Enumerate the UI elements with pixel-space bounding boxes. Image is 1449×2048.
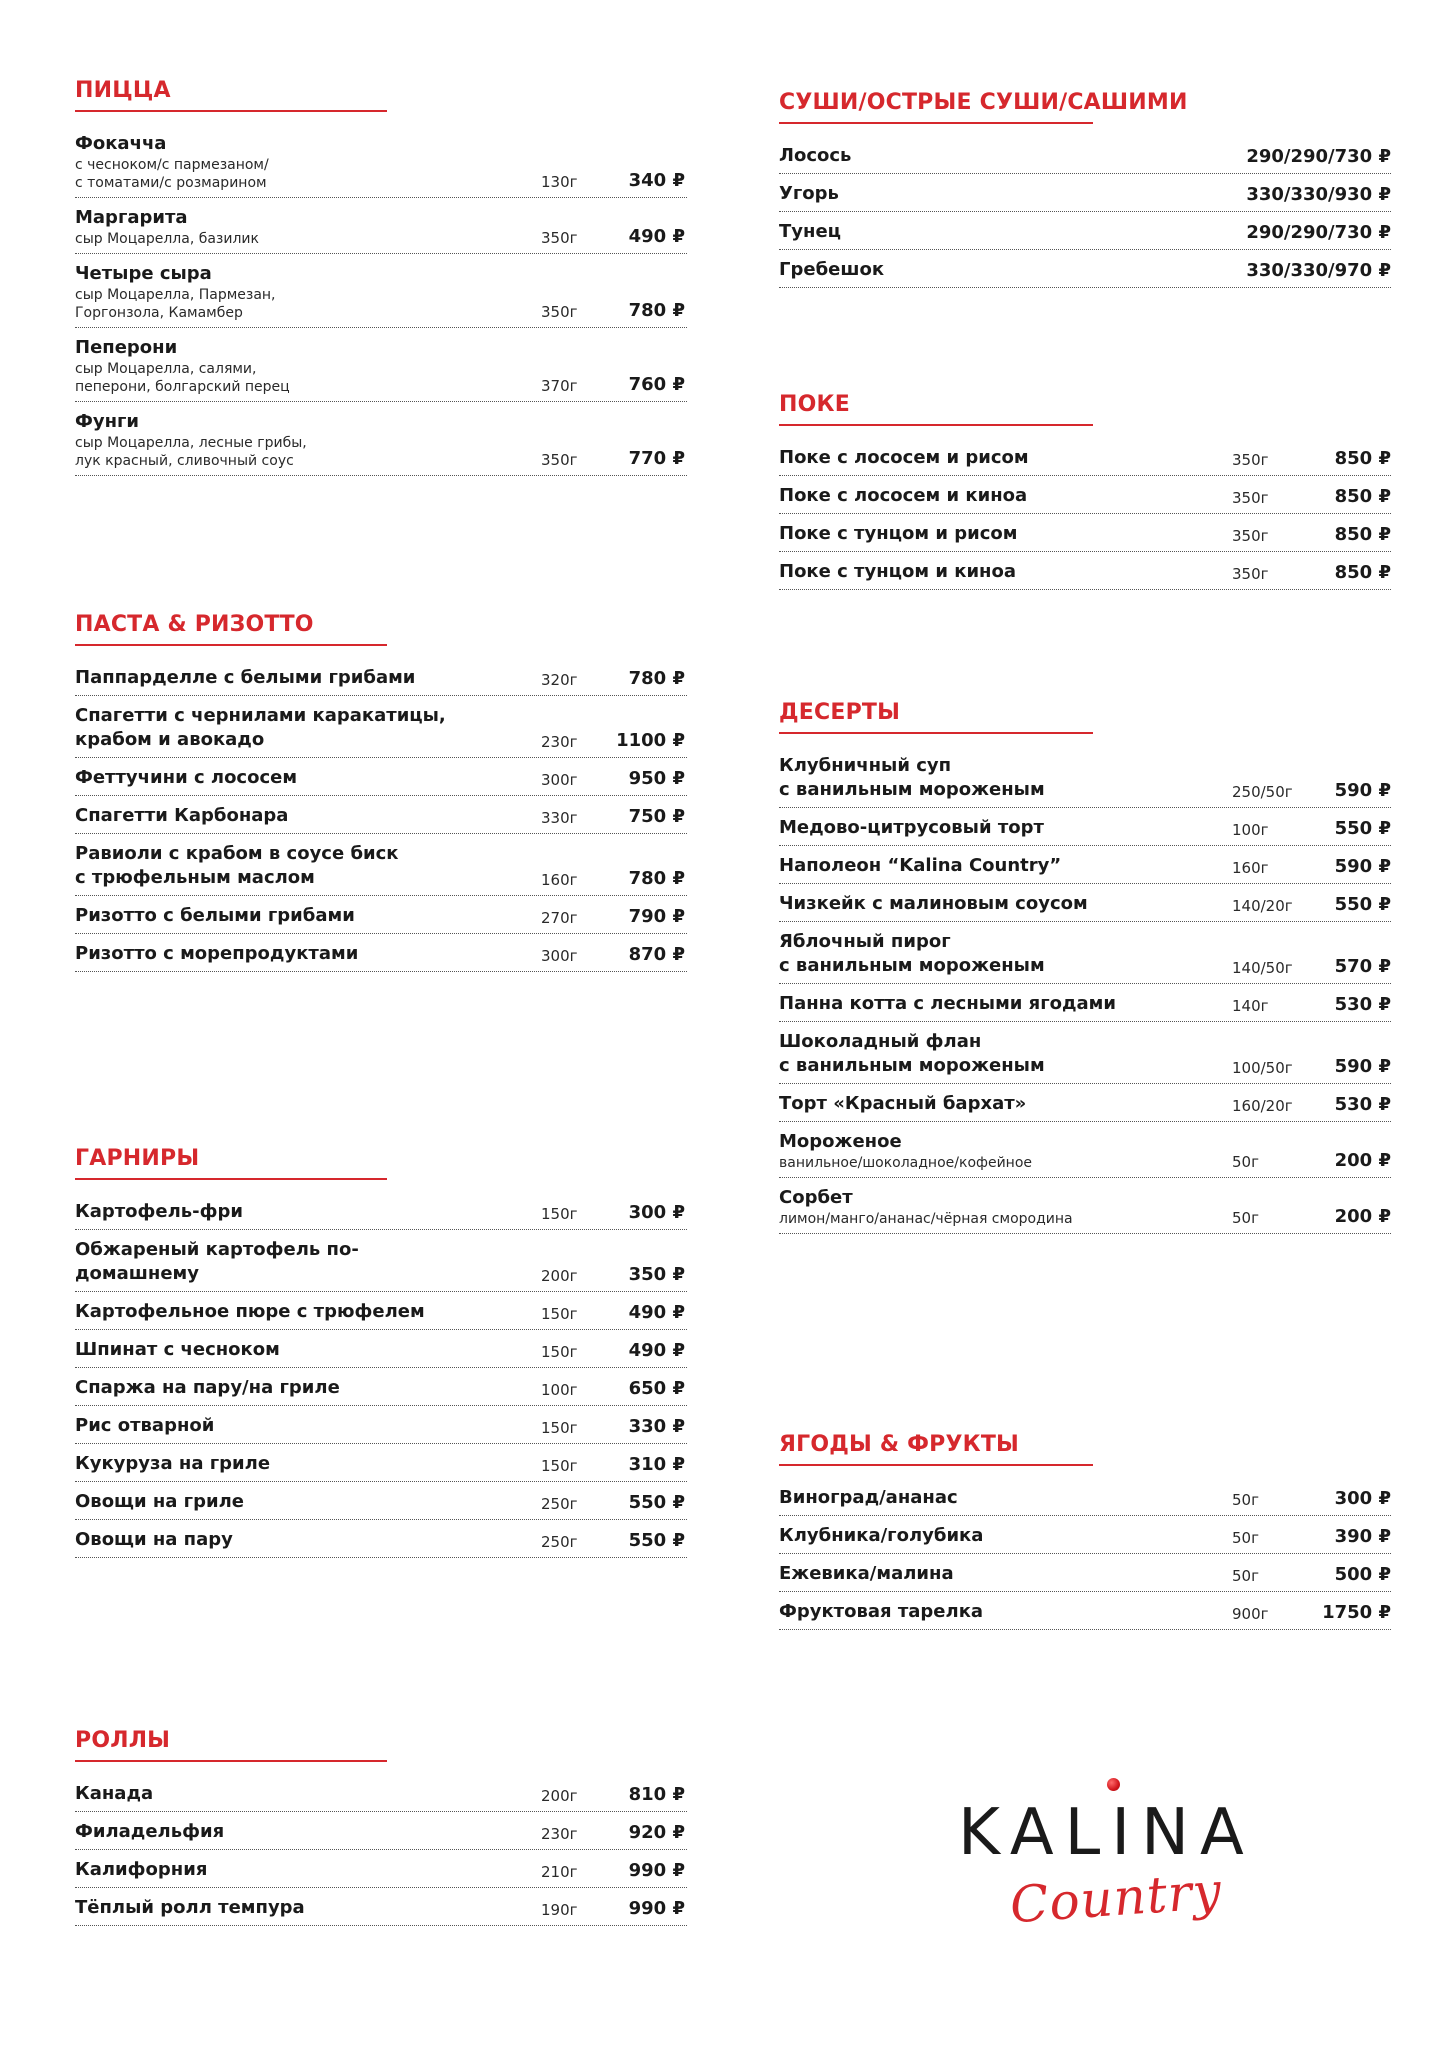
section-title: ЯГОДЫ & ФРУКТЫ xyxy=(779,1432,1020,1457)
menu-item-name: Картофель-фри xyxy=(75,1201,244,1222)
menu-item xyxy=(75,834,687,896)
section-title-underline xyxy=(75,1760,387,1762)
menu-item xyxy=(779,250,1391,288)
menu-item-weight: 50г xyxy=(1232,1153,1259,1171)
menu-item xyxy=(75,934,687,972)
menu-item-description: сыр Моцарелла, лесные грибы, лук красный, сливочный соус xyxy=(75,435,307,469)
menu-item-name: Сорбет xyxy=(779,1187,853,1208)
menu-item xyxy=(779,1084,1391,1122)
menu-item-description: ванильное/шоколадное/кофейное xyxy=(779,1155,1033,1171)
menu-item xyxy=(75,758,687,796)
menu-item xyxy=(75,402,687,476)
menu-item-price: 490 ₽ xyxy=(628,1302,685,1323)
menu-item-name: Пеперони xyxy=(75,337,178,358)
menu-item-weight: 320г xyxy=(541,671,578,689)
menu-item xyxy=(75,1520,687,1558)
menu-item xyxy=(75,198,687,254)
section-garnish xyxy=(75,1146,687,1558)
menu-item-price: 500 ₽ xyxy=(1334,1564,1391,1585)
menu-item xyxy=(779,984,1391,1022)
menu-item-price: 780 ₽ xyxy=(628,668,685,689)
menu-item xyxy=(779,1592,1391,1630)
menu-item-price: 810 ₽ xyxy=(628,1784,685,1805)
menu-item-weight: 100г xyxy=(1232,821,1269,839)
menu-item-name: Калифорния xyxy=(75,1859,208,1880)
menu-item-description: сыр Моцарелла, Пармезан, Горгонзола, Камамбер xyxy=(75,287,276,321)
menu-item-price: 850 ₽ xyxy=(1334,486,1391,507)
menu-item-price: 290/290/730 ₽ xyxy=(1246,146,1391,167)
menu-item-price: 550 ₽ xyxy=(1334,818,1391,839)
menu-item-price: 1750 ₽ xyxy=(1322,1602,1391,1623)
menu-item-name: Шпинат с чесноком xyxy=(75,1339,280,1360)
menu-item-weight: 130г xyxy=(541,173,578,191)
menu-item-price: 490 ₽ xyxy=(628,226,685,247)
menu-item xyxy=(779,808,1391,846)
menu-item-description: с чесноком/с пармезаном/ с томатами/с розмарином xyxy=(75,157,269,191)
menu-item-name: Поке с лососем и киноа xyxy=(779,485,1028,506)
menu-item-weight: 150г xyxy=(541,1305,578,1323)
menu-item xyxy=(75,1482,687,1520)
menu-item-weight: 50г xyxy=(1232,1529,1259,1547)
section-title-underline xyxy=(779,1464,1093,1466)
menu-item-weight: 370г xyxy=(541,377,578,395)
menu-item-list xyxy=(779,438,1391,590)
menu-item xyxy=(75,1230,687,1292)
section-sushi xyxy=(779,90,1391,288)
menu-item-name: Спагетти Карбонара xyxy=(75,805,289,826)
menu-item-weight: 140/20г xyxy=(1232,897,1293,915)
menu-item-name: Картофельное пюре с трюфелем xyxy=(75,1301,425,1322)
menu-item xyxy=(779,438,1391,476)
section-title-underline xyxy=(75,1178,387,1180)
menu-item-list xyxy=(779,746,1391,1234)
menu-item xyxy=(779,136,1391,174)
menu-item-price: 990 ₽ xyxy=(628,1860,685,1881)
menu-item-price: 550 ₽ xyxy=(1334,894,1391,915)
menu-item-name: Феттучини с лососем xyxy=(75,767,298,788)
section-title: СУШИ/ОСТРЫЕ СУШИ/САШИМИ xyxy=(779,90,1188,115)
menu-item xyxy=(75,124,687,198)
menu-item-name: Угорь xyxy=(779,183,839,204)
menu-item-price: 200 ₽ xyxy=(1334,1206,1391,1227)
menu-item xyxy=(75,1292,687,1330)
section-title: ПИЦЦА xyxy=(75,78,171,103)
menu-item-list xyxy=(75,124,687,476)
menu-item-price: 1100 ₽ xyxy=(616,730,685,751)
menu-item-price: 850 ₽ xyxy=(1334,562,1391,583)
section-title: ДЕСЕРТЫ xyxy=(779,700,901,725)
menu-item-name: Виноград/ананас xyxy=(779,1487,958,1508)
menu-item xyxy=(779,1478,1391,1516)
menu-item-name: Равиоли с крабом в соусе биск с трюфельным маслом xyxy=(75,843,399,888)
menu-item-weight: 50г xyxy=(1232,1567,1259,1585)
section-pasta-risotto xyxy=(75,612,687,972)
menu-item xyxy=(75,896,687,934)
menu-item-name: Обжареный картофель по-домашнему xyxy=(75,1239,359,1284)
menu-item-price: 570 ₽ xyxy=(1334,956,1391,977)
menu-item-name: Фокачча xyxy=(75,133,167,154)
menu-item-price: 490 ₽ xyxy=(628,1340,685,1361)
menu-item-name: Кукуруза на гриле xyxy=(75,1453,271,1474)
menu-item-weight: 350г xyxy=(1232,451,1269,469)
logo-script: Country xyxy=(1008,1861,1224,1935)
menu-item-name: Гребешок xyxy=(779,259,885,280)
section-title: ГАРНИРЫ xyxy=(75,1146,200,1171)
menu-item xyxy=(75,1444,687,1482)
section-rolls xyxy=(75,1728,687,1926)
menu-item xyxy=(779,1122,1391,1178)
menu-item xyxy=(75,1368,687,1406)
menu-item-weight: 350г xyxy=(1232,527,1269,545)
menu-item-weight: 140г xyxy=(1232,997,1269,1015)
menu-item-price: 780 ₽ xyxy=(628,868,685,889)
menu-item-description: сыр Моцарелла, салями, пеперони, болгарский перец xyxy=(75,361,290,395)
menu-item-name: Лосось xyxy=(779,145,852,166)
logo-red-dot xyxy=(1107,1778,1120,1791)
menu-item-weight: 200г xyxy=(541,1267,578,1285)
menu-item-price: 850 ₽ xyxy=(1334,524,1391,545)
menu-item xyxy=(75,1406,687,1444)
menu-item-list xyxy=(75,1774,687,1926)
menu-item xyxy=(779,1516,1391,1554)
menu-item xyxy=(75,1812,687,1850)
menu-item-price: 590 ₽ xyxy=(1334,856,1391,877)
menu-item-name: Спаржа на пару/на гриле xyxy=(75,1377,340,1398)
logo-wordmark: KALINA xyxy=(958,1796,1255,1870)
menu-item xyxy=(75,1192,687,1230)
menu-item-name: Паппарделле с белыми грибами xyxy=(75,667,416,688)
menu-item xyxy=(75,254,687,328)
menu-item-price: 300 ₽ xyxy=(628,1202,685,1223)
menu-item-price: 340 ₽ xyxy=(628,170,685,191)
menu-item-name: Клубника/голубика xyxy=(779,1525,984,1546)
menu-item-name: Шоколадный флан с ванильным мороженым xyxy=(779,1031,1045,1076)
menu-item-name: Наполеон “Kalina Country” xyxy=(779,855,1062,876)
menu-item-price: 530 ₽ xyxy=(1334,994,1391,1015)
section-berries-fruits xyxy=(779,1432,1391,1630)
menu-item xyxy=(75,1330,687,1368)
menu-item xyxy=(779,746,1391,808)
menu-item xyxy=(779,476,1391,514)
menu-item xyxy=(779,922,1391,984)
menu-item-weight: 50г xyxy=(1232,1209,1259,1227)
menu-item-weight: 210г xyxy=(541,1863,578,1881)
menu-item-weight: 350г xyxy=(541,451,578,469)
menu-item-price: 850 ₽ xyxy=(1334,448,1391,469)
menu-item-price: 350 ₽ xyxy=(628,1264,685,1285)
menu-item xyxy=(779,174,1391,212)
menu-item xyxy=(75,1774,687,1812)
menu-item xyxy=(75,1888,687,1926)
menu-item-price: 590 ₽ xyxy=(1334,1056,1391,1077)
menu-item-name: Четыре сыра xyxy=(75,263,212,284)
menu-item-name: Маргарита xyxy=(75,207,188,228)
section-title-underline xyxy=(75,110,387,112)
menu-item-name: Рис отварной xyxy=(75,1415,215,1436)
menu-item-name: Ризотто с морепродуктами xyxy=(75,943,359,964)
menu-item-name: Чизкейк с малиновым соусом xyxy=(779,893,1088,914)
section-poke xyxy=(779,392,1391,590)
menu-item-weight: 100г xyxy=(541,1381,578,1399)
menu-item-price: 760 ₽ xyxy=(628,374,685,395)
menu-item-weight: 160г xyxy=(541,871,578,889)
menu-item-name: Поке с тунцом и киноа xyxy=(779,561,1017,582)
menu-item-price: 330 ₽ xyxy=(628,1416,685,1437)
menu-item xyxy=(75,658,687,696)
menu-item-name: Мороженое xyxy=(779,1131,902,1152)
section-title-underline xyxy=(779,732,1093,734)
section-pizza xyxy=(75,78,687,476)
menu-item-price: 950 ₽ xyxy=(628,768,685,789)
menu-item-price: 650 ₽ xyxy=(628,1378,685,1399)
menu-item-name: Спагетти с чернилами каракатицы, крабом и авокадо xyxy=(75,705,446,750)
menu-item-weight: 190г xyxy=(541,1901,578,1919)
menu-item-weight: 100/50г xyxy=(1232,1059,1293,1077)
menu-item-name: Филадельфия xyxy=(75,1821,225,1842)
menu-item-name: Ежевика/малина xyxy=(779,1563,954,1584)
menu-item-weight: 350г xyxy=(541,303,578,321)
menu-item-list xyxy=(779,136,1391,288)
section-title: ПАСТА & РИЗОТТО xyxy=(75,612,314,637)
menu-item-name: Медово-цитрусовый торт xyxy=(779,817,1044,838)
menu-item-weight: 160/20г xyxy=(1232,1097,1293,1115)
section-desserts xyxy=(779,700,1391,1234)
menu-item-weight: 150г xyxy=(541,1205,578,1223)
menu-item-weight: 300г xyxy=(541,947,578,965)
menu-item-name: Торт «Красный бархат» xyxy=(779,1093,1027,1114)
menu-item-price: 300 ₽ xyxy=(1334,1488,1391,1509)
menu-item-weight: 150г xyxy=(541,1457,578,1475)
menu-item xyxy=(779,514,1391,552)
menu-item-description: лимон/манго/ананас/чёрная смородина xyxy=(779,1211,1073,1227)
menu-item xyxy=(779,884,1391,922)
menu-item-weight: 350г xyxy=(1232,565,1269,583)
menu-item-name: Тунец xyxy=(779,221,841,242)
kalina-country-logo xyxy=(958,1778,1255,1938)
menu-item xyxy=(75,1850,687,1888)
section-title: РОЛЛЫ xyxy=(75,1728,171,1753)
menu-item-price: 330/330/970 ₽ xyxy=(1246,260,1391,281)
menu-item xyxy=(779,1178,1391,1234)
menu-item-weight: 350г xyxy=(541,229,578,247)
menu-item-price: 310 ₽ xyxy=(628,1454,685,1475)
menu-item-list xyxy=(779,1478,1391,1630)
menu-item-weight: 900г xyxy=(1232,1605,1269,1623)
menu-item-name: Клубничный суп с ванильным мороженым xyxy=(779,755,1045,800)
menu-item-weight: 230г xyxy=(541,733,578,751)
menu-item-weight: 330г xyxy=(541,809,578,827)
menu-item-price: 530 ₽ xyxy=(1334,1094,1391,1115)
menu-item-name: Яблочный пирог с ванильным мороженым xyxy=(779,931,1045,976)
menu-item-price: 550 ₽ xyxy=(628,1530,685,1551)
menu-item-price: 920 ₽ xyxy=(628,1822,685,1843)
section-title-underline xyxy=(75,644,387,646)
menu-item-price: 200 ₽ xyxy=(1334,1150,1391,1171)
menu-item-weight: 250/50г xyxy=(1232,783,1293,801)
menu-item xyxy=(779,846,1391,884)
menu-item-price: 590 ₽ xyxy=(1334,780,1391,801)
menu-item xyxy=(75,696,687,758)
menu-item-name: Панна котта с лесными ягодами xyxy=(779,993,1116,1014)
menu-item-name: Фунги xyxy=(75,411,140,432)
menu-item-weight: 270г xyxy=(541,909,578,927)
menu-item-list xyxy=(75,658,687,972)
menu-item-price: 550 ₽ xyxy=(628,1492,685,1513)
menu-item-weight: 300г xyxy=(541,771,578,789)
menu-item-name: Ризотто с белыми грибами xyxy=(75,905,355,926)
menu-item xyxy=(779,1022,1391,1084)
menu-item-price: 780 ₽ xyxy=(628,300,685,321)
menu-item-price: 290/290/730 ₽ xyxy=(1246,222,1391,243)
menu-item-weight: 50г xyxy=(1232,1491,1259,1509)
menu-item-price: 330/330/930 ₽ xyxy=(1246,184,1391,205)
section-title: ПОКЕ xyxy=(779,392,850,417)
menu-item-name: Фруктовая тарелка xyxy=(779,1601,984,1622)
section-title-underline xyxy=(779,424,1093,426)
menu-item-list xyxy=(75,1192,687,1558)
menu-item xyxy=(779,212,1391,250)
menu-item-price: 770 ₽ xyxy=(628,448,685,469)
menu-item-name: Овощи на пару xyxy=(75,1529,233,1550)
menu-item-price: 990 ₽ xyxy=(628,1898,685,1919)
menu-item-weight: 150г xyxy=(541,1343,578,1361)
menu-item-description: сыр Моцарелла, базилик xyxy=(75,231,259,247)
menu-item-name: Канада xyxy=(75,1783,154,1804)
menu-item-name: Овощи на гриле xyxy=(75,1491,244,1512)
menu-item-name: Поке с лососем и рисом xyxy=(779,447,1029,468)
section-title-underline xyxy=(779,122,1093,124)
menu-item-weight: 150г xyxy=(541,1419,578,1437)
menu-item-weight: 200г xyxy=(541,1787,578,1805)
menu-item xyxy=(779,552,1391,590)
menu-item-weight: 140/50г xyxy=(1232,959,1293,977)
menu-item-price: 390 ₽ xyxy=(1334,1526,1391,1547)
menu-item xyxy=(75,796,687,834)
menu-item-name: Поке с тунцом и рисом xyxy=(779,523,1018,544)
menu-item xyxy=(75,328,687,402)
menu-item-price: 750 ₽ xyxy=(628,806,685,827)
menu-item-weight: 250г xyxy=(541,1533,578,1551)
menu-item xyxy=(779,1554,1391,1592)
menu-item-weight: 350г xyxy=(1232,489,1269,507)
menu-item-price: 870 ₽ xyxy=(628,944,685,965)
menu-item-name: Тёплый ролл темпура xyxy=(75,1897,305,1918)
menu-item-weight: 160г xyxy=(1232,859,1269,877)
menu-item-price: 790 ₽ xyxy=(628,906,685,927)
menu-item-weight: 250г xyxy=(541,1495,578,1513)
menu-item-weight: 230г xyxy=(541,1825,578,1843)
